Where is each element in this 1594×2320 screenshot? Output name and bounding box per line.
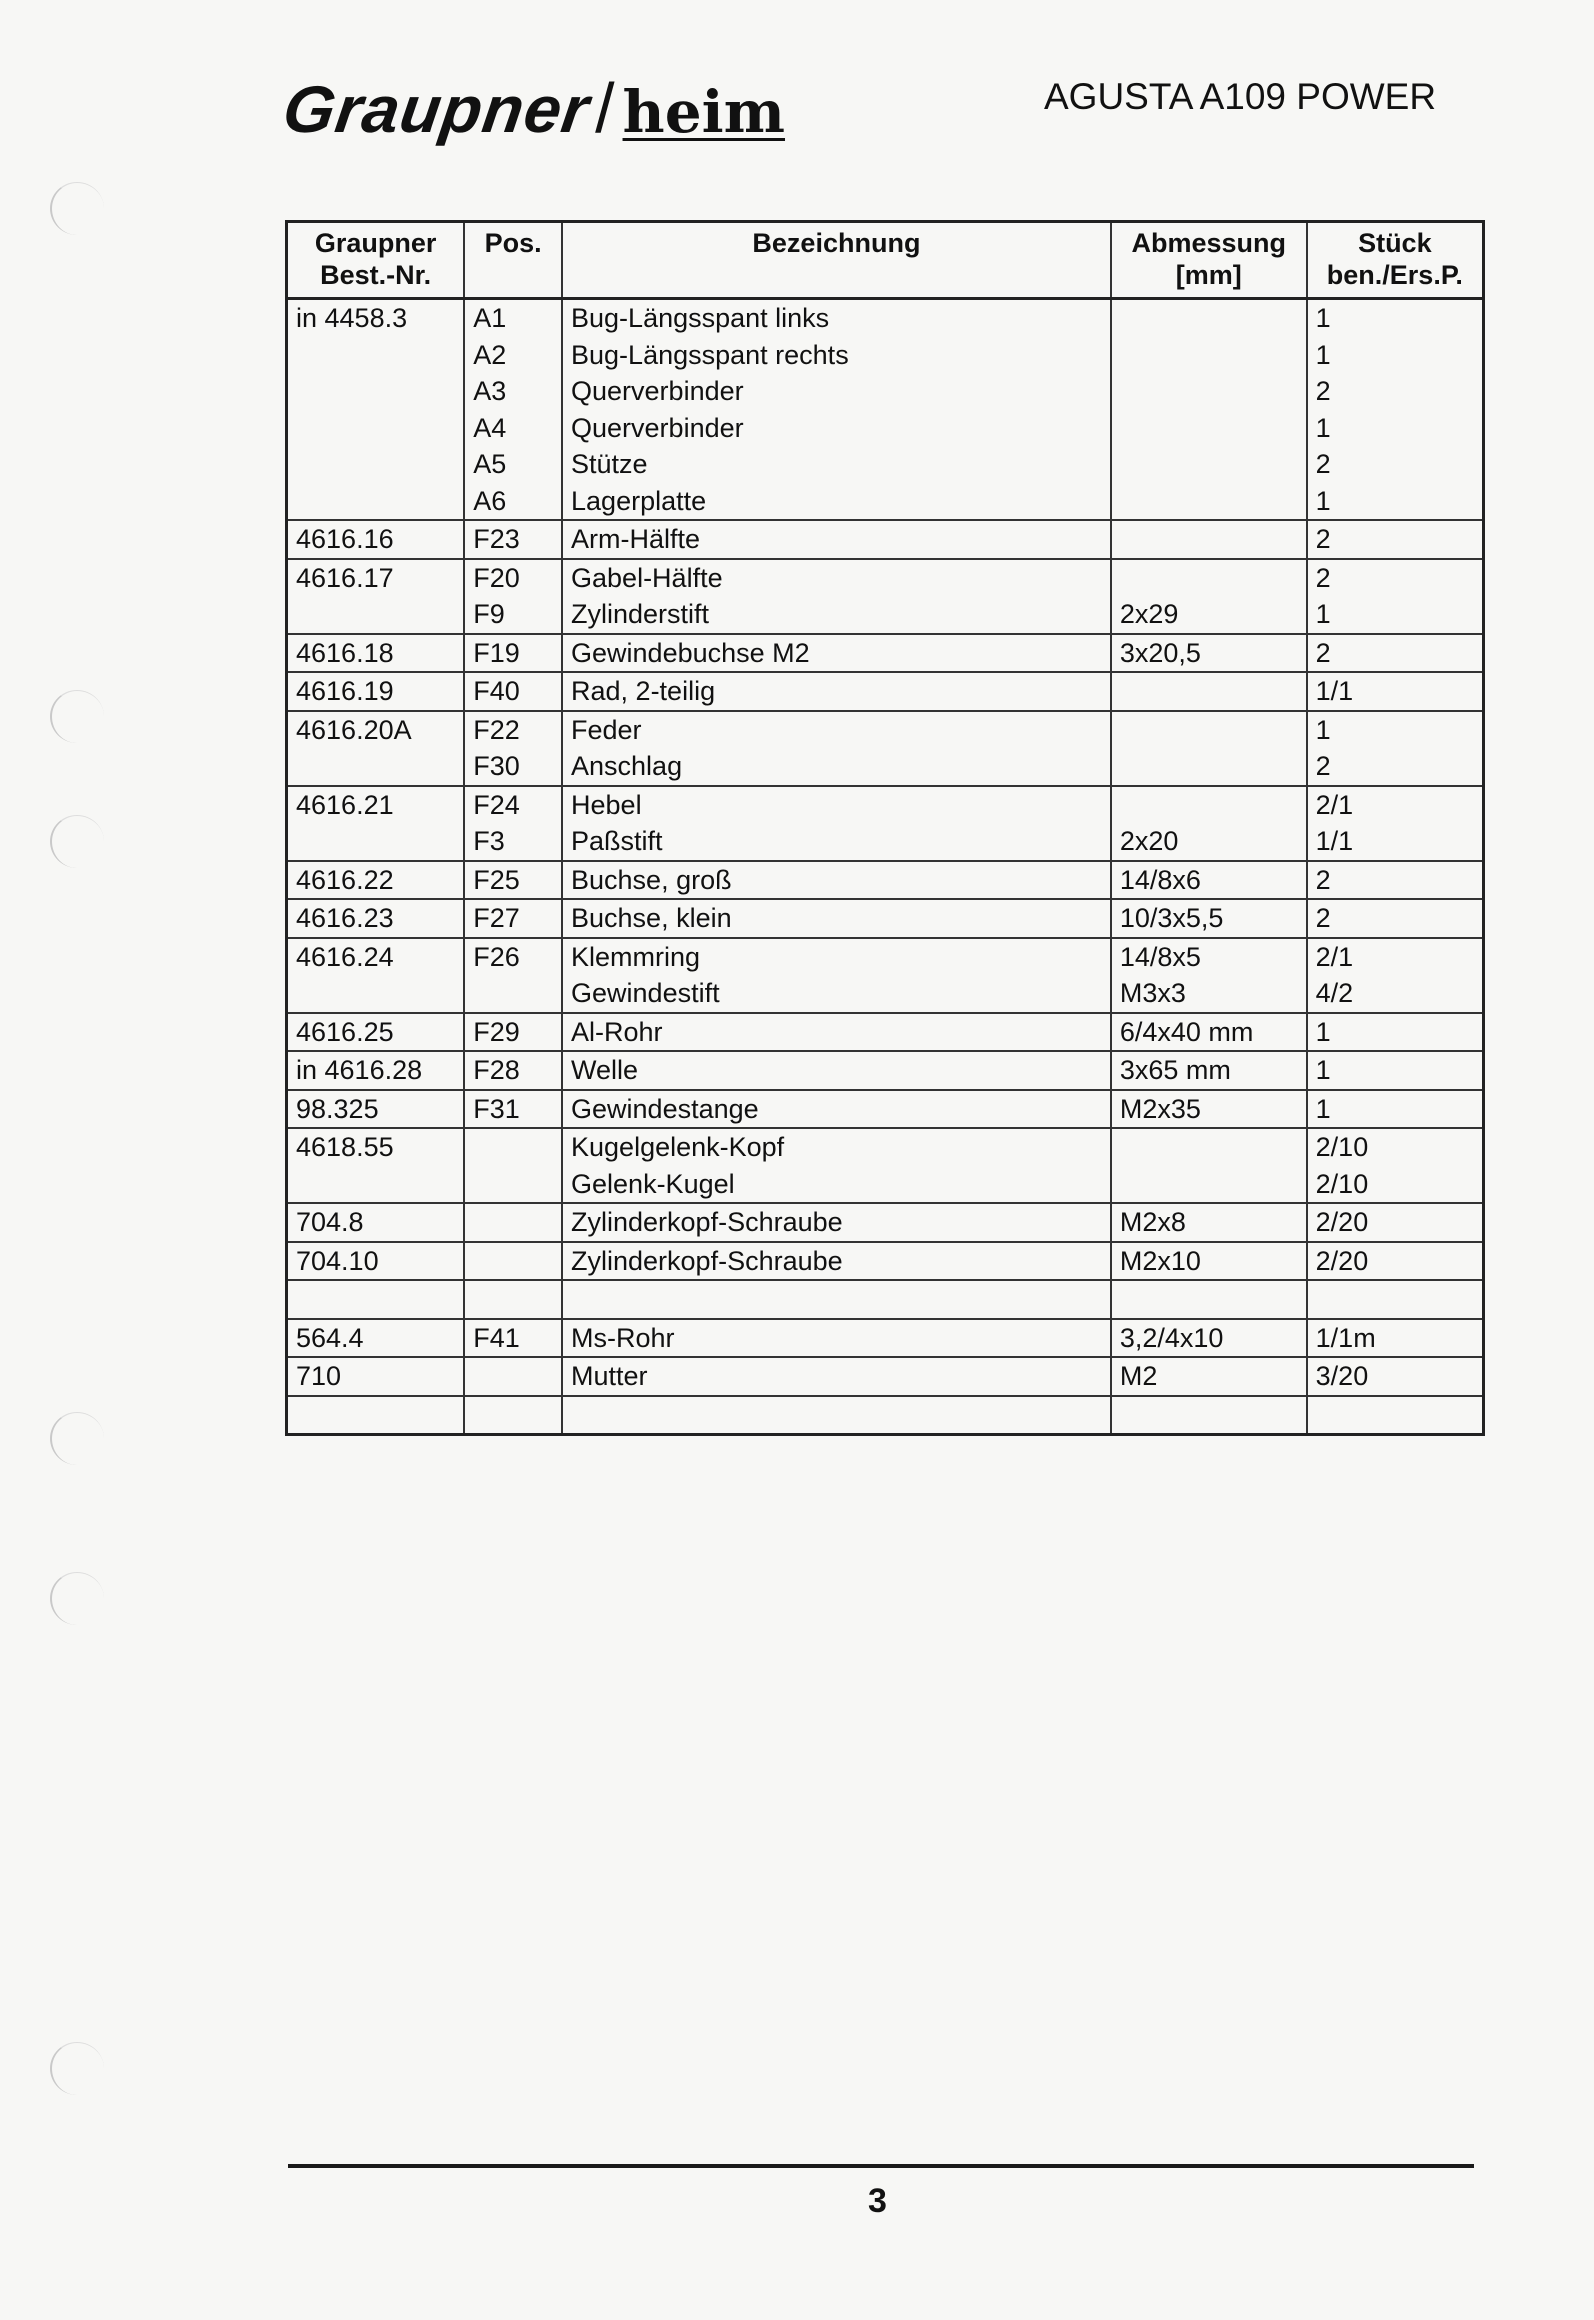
cell-best-nr: 4616.16 (287, 520, 465, 559)
punch-hole (50, 690, 104, 743)
cell-abmessung (1111, 299, 1307, 337)
cell-stueck: 4/2 (1307, 975, 1484, 1013)
punch-hole (50, 1572, 104, 1625)
cell-abmessung: 3x65 mm (1111, 1051, 1307, 1090)
cell-abmessung: 3x20,5 (1111, 634, 1307, 673)
cell-stueck: 1/1m (1307, 1319, 1484, 1358)
cell-abmessung: 6/4x40 mm (1111, 1013, 1307, 1052)
cell-bezeichnung: Feder (562, 711, 1111, 749)
table-row (287, 672, 1484, 711)
cell-pos: F41 (464, 1319, 562, 1358)
part-group (287, 1280, 1484, 1319)
cell-pos: F19 (464, 634, 562, 673)
cell-bezeichnung: Buchse, groß (562, 861, 1111, 900)
cell-stueck (1307, 1396, 1484, 1435)
table-row (287, 559, 1484, 597)
cell-bezeichnung: Hebel (562, 786, 1111, 824)
table-row (287, 1090, 1484, 1129)
cell-best-nr (287, 337, 465, 374)
cell-bezeichnung: Querverbinder (562, 373, 1111, 410)
cell-stueck: 1 (1307, 337, 1484, 374)
cell-stueck: 1 (1307, 299, 1484, 337)
table-row (287, 1357, 1484, 1396)
cell-pos: A4 (464, 410, 562, 447)
cell-abmessung: 3,2/4x10 (1111, 1319, 1307, 1358)
page-number: 3 (868, 2182, 887, 2220)
cell-pos: F25 (464, 861, 562, 900)
cell-abmessung: M2x10 (1111, 1242, 1307, 1281)
part-group (287, 1396, 1484, 1435)
part-group (287, 634, 1484, 673)
table-row (287, 299, 1484, 337)
cell-abmessung (1111, 1166, 1307, 1204)
cell-pos (464, 975, 562, 1013)
cell-bezeichnung: Zylinderkopf-Schraube (562, 1242, 1111, 1281)
cell-best-nr: 4616.19 (287, 672, 465, 711)
cell-stueck: 3/20 (1307, 1357, 1484, 1396)
part-group (287, 899, 1484, 938)
part-group (287, 1090, 1484, 1129)
cell-bezeichnung: Kugelgelenk-Kopf (562, 1128, 1111, 1166)
table-row (287, 786, 1484, 824)
part-group (287, 786, 1484, 861)
table-row (287, 861, 1484, 900)
table-row (287, 711, 1484, 749)
cell-abmessung: 14/8x5 (1111, 938, 1307, 976)
header-line: Stück (1358, 228, 1432, 258)
cell-best-nr (287, 748, 465, 786)
cell-abmessung (1111, 446, 1307, 483)
logo-heim: heim (622, 78, 786, 146)
part-group (287, 861, 1484, 900)
cell-bezeichnung: Gelenk-Kugel (562, 1166, 1111, 1204)
cell-stueck: 2/20 (1307, 1203, 1484, 1242)
cell-best-nr (287, 483, 465, 521)
cell-stueck: 2 (1307, 520, 1484, 559)
cell-best-nr (287, 1166, 465, 1204)
cell-abmessung (1111, 1396, 1307, 1435)
cell-stueck: 2/10 (1307, 1166, 1484, 1204)
cell-pos: F24 (464, 786, 562, 824)
cell-abmessung (1111, 786, 1307, 824)
cell-pos: F3 (464, 823, 562, 861)
cell-abmessung: 2x20 (1111, 823, 1307, 861)
part-group (287, 299, 1484, 521)
logo-slash: / (595, 69, 615, 147)
cell-pos: A6 (464, 483, 562, 521)
part-group (287, 1357, 1484, 1396)
cell-pos: A1 (464, 299, 562, 337)
header-best-nr (287, 222, 465, 299)
cell-best-nr: 4616.24 (287, 938, 465, 976)
cell-best-nr (287, 373, 465, 410)
cell-abmessung (1111, 373, 1307, 410)
cell-bezeichnung: Bug-Längsspant links (562, 299, 1111, 337)
cell-abmessung (1111, 559, 1307, 597)
cell-pos: F22 (464, 711, 562, 749)
cell-stueck: 1 (1307, 410, 1484, 447)
cell-abmessung (1111, 1280, 1307, 1319)
cell-abmessung: M2x35 (1111, 1090, 1307, 1129)
cell-stueck: 2 (1307, 748, 1484, 786)
table-row (287, 1166, 1484, 1204)
header-line: Bezeichnung (752, 228, 921, 258)
cell-stueck: 2/10 (1307, 1128, 1484, 1166)
table-row (287, 1051, 1484, 1090)
table-row (287, 1128, 1484, 1166)
cell-abmessung (1111, 410, 1307, 447)
cell-abmessung (1111, 520, 1307, 559)
cell-pos (464, 1396, 562, 1435)
cell-best-nr: 704.10 (287, 1242, 465, 1281)
cell-pos (464, 1357, 562, 1396)
cell-bezeichnung: Anschlag (562, 748, 1111, 786)
cell-best-nr: 4616.20A (287, 711, 465, 749)
table-row (287, 520, 1484, 559)
cell-pos: A5 (464, 446, 562, 483)
part-group (287, 1242, 1484, 1281)
cell-pos: F23 (464, 520, 562, 559)
cell-pos: F30 (464, 748, 562, 786)
cell-bezeichnung: Mutter (562, 1357, 1111, 1396)
cell-stueck: 1/1 (1307, 823, 1484, 861)
cell-abmessung: M3x3 (1111, 975, 1307, 1013)
cell-abmessung (1111, 337, 1307, 374)
cell-pos (464, 1128, 562, 1166)
cell-bezeichnung: Zylinderkopf-Schraube (562, 1203, 1111, 1242)
cell-pos: F26 (464, 938, 562, 976)
cell-best-nr: 98.325 (287, 1090, 465, 1129)
cell-stueck: 1 (1307, 711, 1484, 749)
cell-bezeichnung: Lagerplatte (562, 483, 1111, 521)
cell-best-nr: 704.8 (287, 1203, 465, 1242)
cell-pos: F31 (464, 1090, 562, 1129)
cell-bezeichnung: Al-Rohr (562, 1013, 1111, 1052)
cell-best-nr: 4616.21 (287, 786, 465, 824)
cell-stueck: 2/20 (1307, 1242, 1484, 1281)
cell-stueck: 2/1 (1307, 938, 1484, 976)
header-line: Abmessung (1131, 228, 1287, 258)
cell-best-nr: 564.4 (287, 1319, 465, 1358)
cell-abmessung (1111, 711, 1307, 749)
cell-abmessung: 10/3x5,5 (1111, 899, 1307, 938)
header-stueck (1307, 222, 1484, 299)
cell-best-nr: in 4458.3 (287, 299, 465, 337)
cell-bezeichnung: Gabel-Hälfte (562, 559, 1111, 597)
brand-logo (278, 68, 786, 148)
cell-abmessung (1111, 748, 1307, 786)
cell-stueck: 1 (1307, 483, 1484, 521)
cell-bezeichnung: Gewindestange (562, 1090, 1111, 1129)
cell-bezeichnung: Bug-Längsspant rechts (562, 337, 1111, 374)
part-group (287, 711, 1484, 786)
table-row (287, 899, 1484, 938)
cell-abmessung: 2x29 (1111, 596, 1307, 634)
header-abmessung (1111, 222, 1307, 299)
part-group (287, 1203, 1484, 1242)
cell-bezeichnung: Querverbinder (562, 410, 1111, 447)
header-line: [mm] (1175, 260, 1242, 290)
cell-bezeichnung: Paßstift (562, 823, 1111, 861)
cell-best-nr: 4616.17 (287, 559, 465, 597)
cell-pos (464, 1242, 562, 1281)
table-header-row (287, 222, 1484, 299)
cell-pos: F40 (464, 672, 562, 711)
table-row (287, 938, 1484, 976)
table-row (287, 483, 1484, 521)
cell-stueck: 2 (1307, 861, 1484, 900)
cell-best-nr: 4616.18 (287, 634, 465, 673)
cell-stueck: 2 (1307, 899, 1484, 938)
table-row (287, 748, 1484, 786)
table-row (287, 1280, 1484, 1319)
table-row (287, 634, 1484, 673)
table-row (287, 1242, 1484, 1281)
cell-bezeichnung: Gewindebuchse M2 (562, 634, 1111, 673)
cell-bezeichnung: Klemmring (562, 938, 1111, 976)
header-line: Best.-Nr. (320, 260, 432, 290)
part-group (287, 672, 1484, 711)
cell-best-nr: 4616.25 (287, 1013, 465, 1052)
cell-stueck: 2 (1307, 446, 1484, 483)
cell-best-nr (287, 823, 465, 861)
cell-bezeichnung: Rad, 2-teilig (562, 672, 1111, 711)
cell-pos: F27 (464, 899, 562, 938)
parts-table (285, 220, 1485, 1436)
table-row (287, 410, 1484, 447)
cell-pos: F20 (464, 559, 562, 597)
part-group (287, 1319, 1484, 1358)
logo-graupner: Graupner (278, 72, 595, 146)
cell-abmessung (1111, 483, 1307, 521)
cell-abmessung (1111, 1128, 1307, 1166)
part-group (287, 1051, 1484, 1090)
cell-stueck: 2 (1307, 559, 1484, 597)
header-pos (464, 222, 562, 299)
cell-stueck: 2 (1307, 634, 1484, 673)
part-group (287, 559, 1484, 634)
cell-best-nr (287, 975, 465, 1013)
part-group (287, 1013, 1484, 1052)
cell-stueck: 1 (1307, 1051, 1484, 1090)
cell-best-nr: 4618.55 (287, 1128, 465, 1166)
cell-pos (464, 1203, 562, 1242)
cell-stueck (1307, 1280, 1484, 1319)
punch-hole (50, 815, 104, 868)
cell-bezeichnung: Ms-Rohr (562, 1319, 1111, 1358)
cell-stueck: 2 (1307, 373, 1484, 410)
cell-bezeichnung: Buchse, klein (562, 899, 1111, 938)
cell-pos: A2 (464, 337, 562, 374)
header-line: Pos. (484, 228, 542, 258)
punch-hole (50, 1412, 104, 1465)
cell-bezeichnung: Gewindestift (562, 975, 1111, 1013)
cell-pos: F9 (464, 596, 562, 634)
cell-best-nr: 4616.22 (287, 861, 465, 900)
cell-best-nr (287, 446, 465, 483)
cell-stueck: 1 (1307, 596, 1484, 634)
punch-hole (50, 182, 104, 235)
table-row (287, 446, 1484, 483)
document-title: AGUSTA A109 POWER (1044, 76, 1437, 117)
cell-bezeichnung: Welle (562, 1051, 1111, 1090)
cell-best-nr (287, 1280, 465, 1319)
cell-bezeichnung (562, 1280, 1111, 1319)
cell-abmessung: M2 (1111, 1357, 1307, 1396)
cell-pos (464, 1280, 562, 1319)
cell-pos: F28 (464, 1051, 562, 1090)
cell-best-nr (287, 1396, 465, 1435)
part-group (287, 938, 1484, 1013)
cell-stueck: 2/1 (1307, 786, 1484, 824)
cell-bezeichnung: Arm-Hälfte (562, 520, 1111, 559)
cell-stueck: 1 (1307, 1013, 1484, 1052)
part-group (287, 1128, 1484, 1203)
cell-pos: A3 (464, 373, 562, 410)
table-row (287, 1319, 1484, 1358)
table-row (287, 975, 1484, 1013)
table-row (287, 1013, 1484, 1052)
cell-best-nr: 4616.23 (287, 899, 465, 938)
cell-bezeichnung: Stütze (562, 446, 1111, 483)
table-row (287, 1203, 1484, 1242)
footer-rule (288, 2164, 1474, 2168)
header-bezeichnung (562, 222, 1111, 299)
table-row (287, 823, 1484, 861)
header-line: ben./Ers.P. (1326, 260, 1463, 290)
cell-bezeichnung: Zylinderstift (562, 596, 1111, 634)
table-row (287, 337, 1484, 374)
cell-abmessung: 14/8x6 (1111, 861, 1307, 900)
table-row (287, 596, 1484, 634)
part-group (287, 520, 1484, 559)
cell-stueck: 1/1 (1307, 672, 1484, 711)
punch-hole (50, 2042, 104, 2095)
cell-best-nr (287, 410, 465, 447)
cell-best-nr: in 4616.28 (287, 1051, 465, 1090)
cell-abmessung (1111, 672, 1307, 711)
cell-best-nr (287, 596, 465, 634)
cell-abmessung: M2x8 (1111, 1203, 1307, 1242)
table-row (287, 1396, 1484, 1435)
cell-pos: F29 (464, 1013, 562, 1052)
cell-best-nr: 710 (287, 1357, 465, 1396)
header-line: Graupner (314, 228, 437, 258)
table-row (287, 373, 1484, 410)
cell-pos (464, 1166, 562, 1204)
cell-stueck: 1 (1307, 1090, 1484, 1129)
cell-bezeichnung (562, 1396, 1111, 1435)
